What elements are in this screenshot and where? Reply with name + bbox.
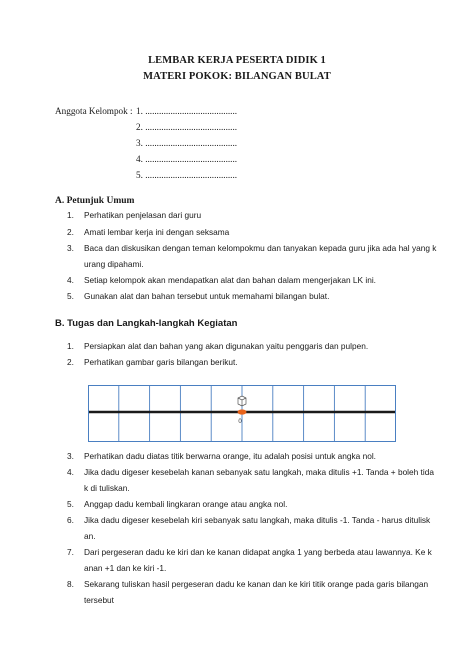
group-label: Anggota Kelompok : bbox=[55, 106, 133, 116]
section-a-heading: A. Petunjuk Umum bbox=[55, 196, 135, 206]
worksheet-subtitle: MATERI POKOK: BILANGAN BULAT bbox=[143, 71, 331, 82]
dice-icon bbox=[238, 396, 246, 406]
member-line-4: 4. ........................................ bbox=[136, 154, 238, 164]
zero-label: 0 bbox=[238, 419, 242, 425]
section-b-heading: B. Tugas dan Langkah-langkah Kegiatan bbox=[55, 318, 238, 329]
number-line-figure bbox=[88, 385, 396, 442]
member-line-2: 2. ........................................ bbox=[136, 122, 238, 132]
member-line-5: 5. ........................................ bbox=[136, 170, 238, 180]
member-line-3: 3. ........................................ bbox=[136, 138, 238, 148]
worksheet-title: LEMBAR KERJA PESERTA DIDIK 1 bbox=[148, 55, 326, 66]
zero-point-marker bbox=[238, 409, 247, 414]
member-line-1: 1. ........................................ bbox=[136, 106, 238, 116]
worksheet-page: LEMBAR KERJA PESERTA DIDIK 1 MATERI POKOK: BILANGAN BULAT Anggota Kelompok : 1. ........................................ 2. ........................................ 3. ........................................ 4. ........................................ 5. ........................................ A. Petunjuk Umum 1. Perhatikan penjelasan dari guru 2. Amati lembar kerja ini dengan seksama 3. Baca dan diskusikan dengan teman kelompokmu dan tanyakan kepada guru jika ada hal yang k urang dipahami. 4. Setiap kelompok akan mendapatkan alat dan bahan dalam mengerjakan LK ini. 5. Gunakan alat dan bahan tersebut untuk memahami bilangan bulat. B. Tugas dan Langkah-langkah Kegiatan 1. Persiapkan alat dan bahan yang akan digunakan yaitu penggaris dan pulpen. 2. Perhatikan gambar garis bilangan berikut. 0 3. Perhatikan dadu diatas titik berwarna orange, itu adalah posisi untuk angka nol. 4. Jika dadu digeser kesebelah kanan sebanyak satu langkah, maka ditulis +1. Tanda + boleh tida k di tuliskan. 5. Anggap dadu kembali lingkaran orange atau angka nol. 6. Jika dadu digeser kesebelah kiri sebanyak satu langkah, maka ditulis -1. Tanda - harus ditulisk an. 7. Dari pergeseran dadu ke kiri dan ke kanan didapat angka 1 yang berbeda atau lawannya. Ke k anan +1 dan ke kiri -1. 8. Sekarang tuliskan hasil pergeseran dadu ke kanan dan ke kiri titik orange pada garis bilangan tersebut bbox=[0, 0, 474, 670]
